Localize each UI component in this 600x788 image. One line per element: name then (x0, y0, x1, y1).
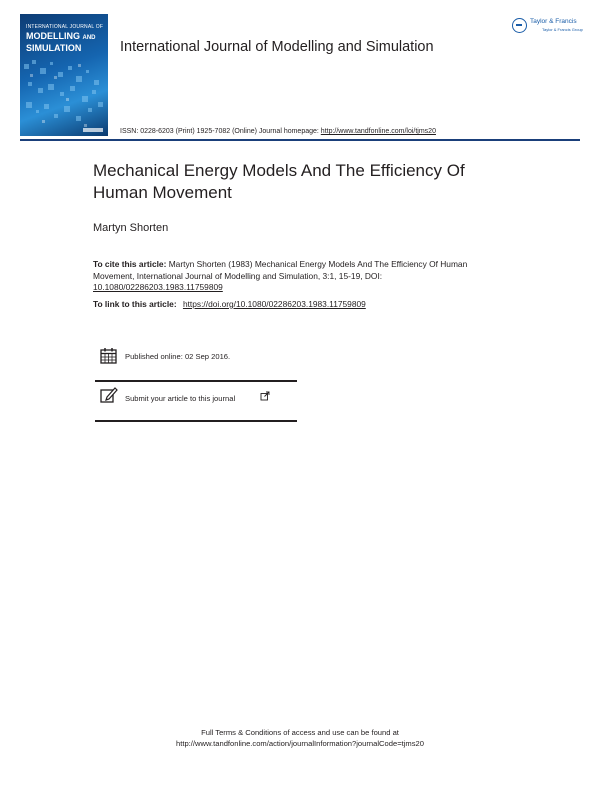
cover-publisher-mark (83, 128, 103, 132)
cover-line-2-and: AND (82, 35, 96, 41)
cover-line-1: INTERNATIONAL JOURNAL OF (26, 24, 104, 30)
divider-2 (95, 420, 297, 422)
calendar-icon (100, 347, 117, 364)
citation-block (93, 259, 493, 294)
cover-pattern-graphic (20, 58, 108, 136)
header-divider (20, 139, 580, 141)
external-link-icon (260, 391, 270, 401)
cover-line-3: SIMULATION (26, 43, 82, 53)
logo-name: Taylor & Francis (530, 18, 577, 25)
article-title-line-2: Human Movement (93, 183, 232, 202)
footer-line-1: Full Terms & Conditions of access and use can be found at (201, 728, 399, 737)
footer-terms-link[interactable]: http://www.tandfonline.com/action/journalInformation?journalCode=tjms20 (176, 739, 424, 748)
article-link-block (93, 299, 366, 309)
citation-text: Martyn Shorten (1983) Mechanical Energy Models And The Efficiency Of Human Movement, International Journal of Modelling and Simulation, 3:1, 15-19, DOI: (93, 259, 468, 281)
article-doi-link[interactable]: https://doi.org/10.1080/02286203.1983.11759809 (182, 299, 366, 309)
issn-line (120, 128, 436, 135)
citation-label: To cite this article: (93, 259, 169, 269)
divider-1 (95, 380, 297, 382)
published-online-text: Published online: 02 Sep 2016. (125, 352, 231, 361)
journal-title: International Journal of Modelling and Simulation (120, 39, 434, 55)
article-title-line-1: Mechanical Energy Models And The Efficiency Of (93, 161, 465, 180)
article-title (93, 160, 563, 204)
author-name: Martyn Shorten (93, 222, 169, 234)
submit-article-link[interactable]: Submit your article to this journal (125, 394, 236, 403)
terms-footer (0, 727, 600, 749)
citation-doi-link[interactable]: 10.1080/02286203.1983.11759809 (93, 282, 223, 292)
edit-icon (100, 386, 118, 404)
taylor-francis-logo[interactable] (512, 16, 584, 38)
journal-homepage-link[interactable]: http://www.tandfonline.com/loi/tjms20 (320, 128, 436, 135)
logo-subtitle: Taylor & Francis Group (542, 27, 583, 32)
cover-title (26, 31, 96, 53)
issn-text: ISSN: 0228-6203 (Print) 1925-7082 (Online) Journal homepage: (120, 128, 321, 135)
cover-line-2: MODELLING (26, 31, 80, 41)
journal-cover-image (20, 14, 108, 136)
logo-circle-icon (512, 18, 527, 33)
link-label: To link to this article: (93, 299, 179, 309)
